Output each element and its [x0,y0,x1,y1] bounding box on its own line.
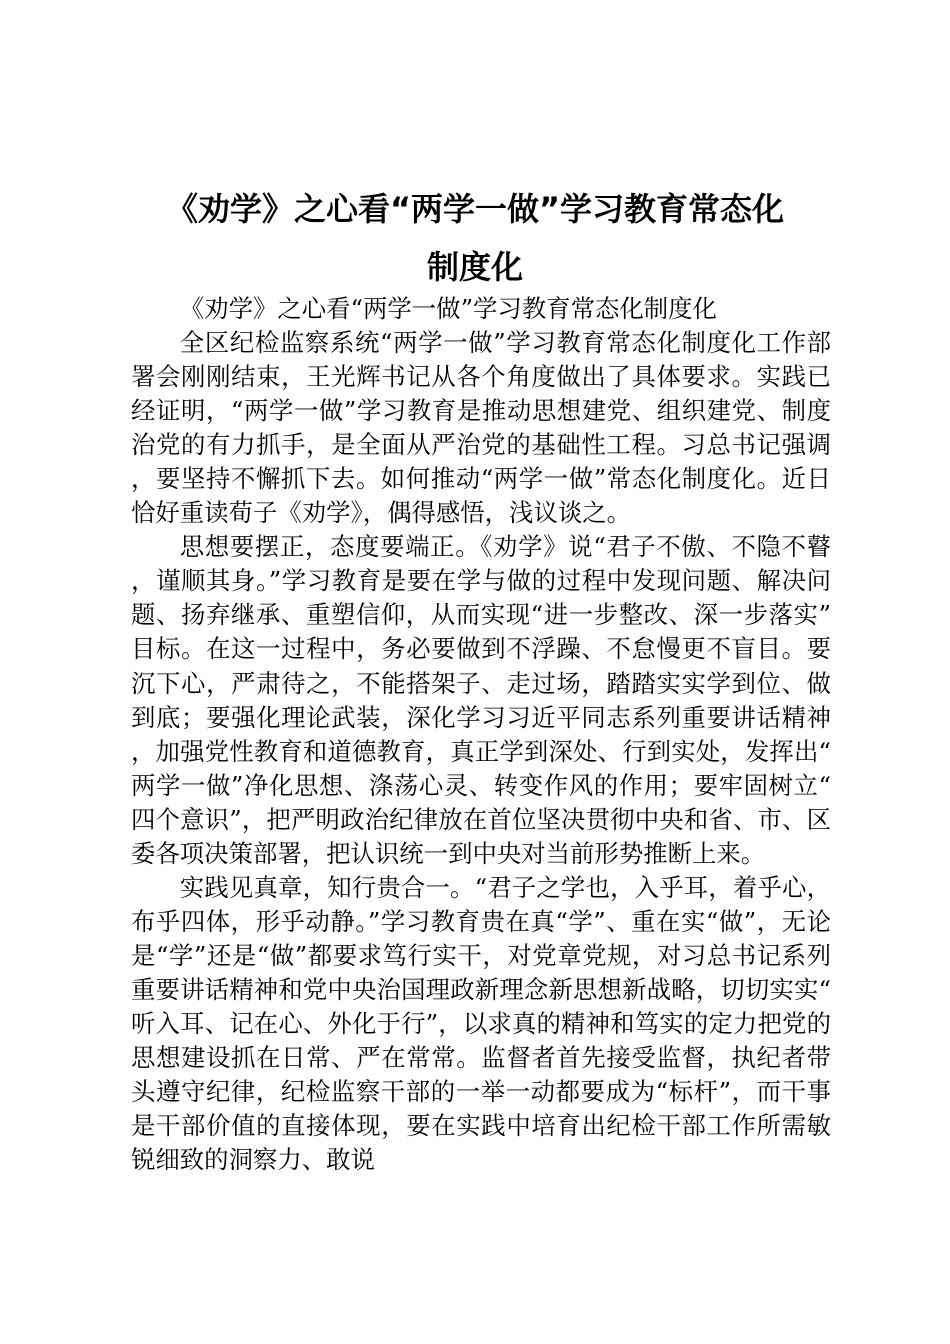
body-paragraph-intro: 全区纪检监察系统“两学一做”学习教育常态化制度化工作部署会刚刚结束，王光辉书记从各个角度做出了具体要求。实践已经证明，“两学一做”学习教育是推动思想建党、组织建党、制度治党的有力抓手，是全面从严治党的基础性工程。习总书记强调，要坚持不懈抓下去。如何推动“两学一做”常态化制度化。近日恰好重读荀子《劝学》，偶得感悟，浅议谈之。 [131,328,831,528]
document-body [131,292,831,1177]
document-title-line-2: 制度化 [426,248,523,286]
document-title-line-1: 《劝学》之心看“两学一做”学习教育常态化 [165,190,785,228]
body-paragraph-practice: 实践见真章，知行贵合一。“君子之学也，入乎耳，着乎心，布乎四体，形乎动静。”学习教育贵在真“学”、重在实“做”，无论是“学”还是“做”都要求笃行实干，对党章党规，对习总书记系列重要讲话精神和党中央治国理政新理念新思想新战略，切切实实“听入耳、记在心、外化于行”，以求真的精神和笃实的定力把党的思想建设抓在日常、严在常常。监督者首先接受监督，执纪者带头遵守纪律，纪检监察干部的一举一动都要成为“标杆”，而干事是干部价值的直接体现，要在实践中培育出纪检干部工作所需敏锐细致的洞察力、敢说 [131,872,831,1175]
body-paragraph-attitude: 思想要摆正，态度要端正。《劝学》说“君子不傲、不隐不瞽，谨顺其身。”学习教育是要在学与做的过程中发现问题、解决问题、扬弃继承、重塑信仰，从而实现“进一步整改、深一步落实”目标。在这一过程中，务必要做到不浮躁、不怠慢更不盲目。要沉下心，严肃待之，不能搭架子、走过场，踏踏实实学到位、做到底；要强化理论武装，深化学习习近平同志系列重要讲话精神，加强党性教育和道德教育，真正学到深处、行到实处，发挥出“两学一做”净化思想、涤荡心灵、转变作风的作用；要牢固树立“四个意识”，把严明政治纪律放在首位坚决贯彻中央和省、市、区委各项决策部署，把认识统一到中央对当前形势推断上来。 [131,532,831,868]
subtitle-paragraph: 《劝学》之心看“两学一做”学习教育常态化制度化 [179,294,717,323]
